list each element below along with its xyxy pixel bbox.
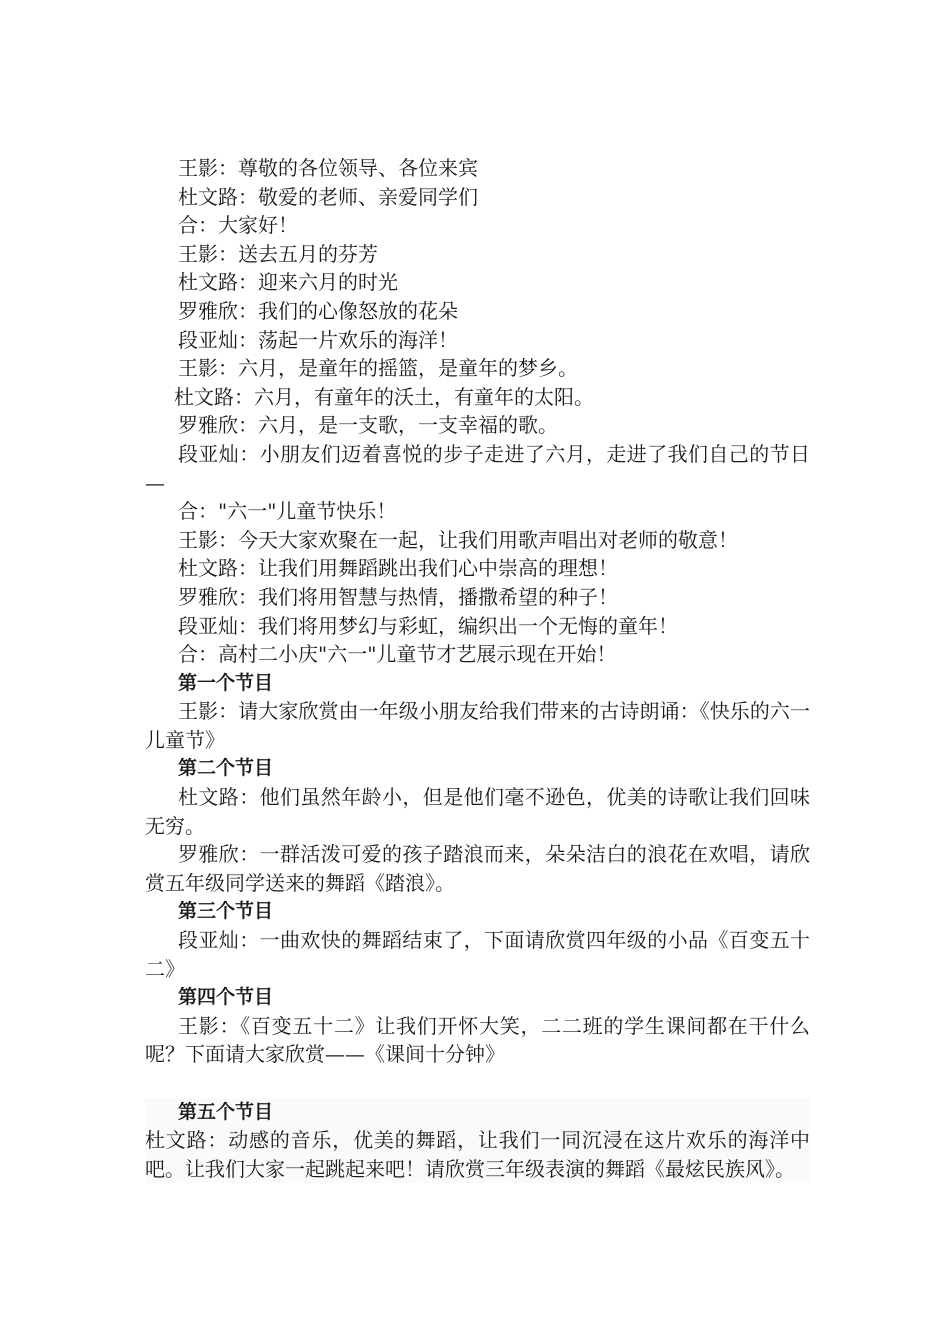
script-line: 合：大家好！ bbox=[178, 213, 298, 238]
document-body bbox=[145, 154, 810, 1183]
blank-line bbox=[145, 1069, 810, 1098]
script-paragraph: 段亚灿：小朋友们迈着喜悦的步子走进了六月，走进了我们自己的节日— bbox=[145, 441, 810, 495]
script-line: 段亚灿：我们将用梦幻与彩虹，编织出一个无悔的童年！ bbox=[178, 613, 678, 638]
script-paragraph: 段亚灿：一曲欢快的舞蹈结束了，下面请欣赏四年级的小品《百变五十二》 bbox=[145, 928, 810, 981]
script-line: 杜文路：敬爱的老师、亲爱同学们 bbox=[178, 184, 478, 209]
script-line: 罗雅欣：我们的心像怒放的花朵 bbox=[178, 298, 458, 323]
script-paragraph: 杜文路：动感的音乐，优美的舞蹈，让我们一同沉浸在这片欢乐的海洋中吧。让我们大家一起跳起来吧！请欣赏三年级表演的舞蹈《最炫民族风》。 bbox=[145, 1128, 810, 1181]
section-heading: 第二个节目 bbox=[178, 757, 274, 780]
script-line: 合：高村二小庆"六一"儿童节才艺展示现在开始！ bbox=[178, 642, 617, 667]
script-line: 王影：送去五月的芬芳 bbox=[178, 241, 378, 266]
script-paragraph: 杜文路：他们虽然年龄小，但是他们毫不逊色，优美的诗歌让我们回味无穷。 bbox=[145, 785, 810, 838]
script-line: 段亚灿：荡起一片欢乐的海洋！ bbox=[178, 327, 458, 352]
script-paragraph: 罗雅欣：一群活泼可爱的孩子踏浪而来，朵朵洁白的浪花在欢唱，请欣赏五年级同学送来的舞蹈《踏浪》。 bbox=[145, 842, 810, 895]
section-heading: 第五个节目 bbox=[178, 1100, 274, 1123]
script-line: 王影：今天大家欢聚在一起，让我们用歌声唱出对老师的敬意！ bbox=[178, 527, 738, 552]
section-heading: 第一个节目 bbox=[178, 671, 274, 694]
script-line: 罗雅欣：我们将用智慧与热情，播撒希望的种子！ bbox=[178, 584, 618, 609]
script-line: 杜文路：迎来六月的时光 bbox=[178, 270, 398, 295]
script-paragraph: 王影：请大家欣赏由一年级小朋友给我们带来的古诗朗诵：《快乐的六一儿童节》 bbox=[145, 699, 810, 752]
script-line: 王影：六月，是童年的摇篮，是童年的梦乡。 bbox=[178, 356, 578, 381]
section-heading: 第三个节目 bbox=[178, 900, 274, 923]
script-line: 杜文路：让我们用舞蹈跳出我们心中崇高的理想！ bbox=[178, 556, 618, 581]
section-heading: 第四个节目 bbox=[178, 986, 274, 1009]
final-section-block bbox=[145, 1098, 810, 1184]
script-line: 杜文路：六月，有童年的沃土，有童年的太阳。 bbox=[174, 384, 594, 409]
script-line: 合："六一"儿童节快乐！ bbox=[178, 499, 397, 524]
script-paragraph: 王影：《百变五十二》让我们开怀大笑，二二班的学生课间都在干什么呢？下面请大家欣赏——《课间十分钟》 bbox=[145, 1013, 810, 1067]
script-line: 王影：尊敬的各位领导、各位来宾 bbox=[178, 156, 478, 180]
script-line: 罗雅欣：六月，是一支歌，一支幸福的歌。 bbox=[178, 413, 558, 438]
